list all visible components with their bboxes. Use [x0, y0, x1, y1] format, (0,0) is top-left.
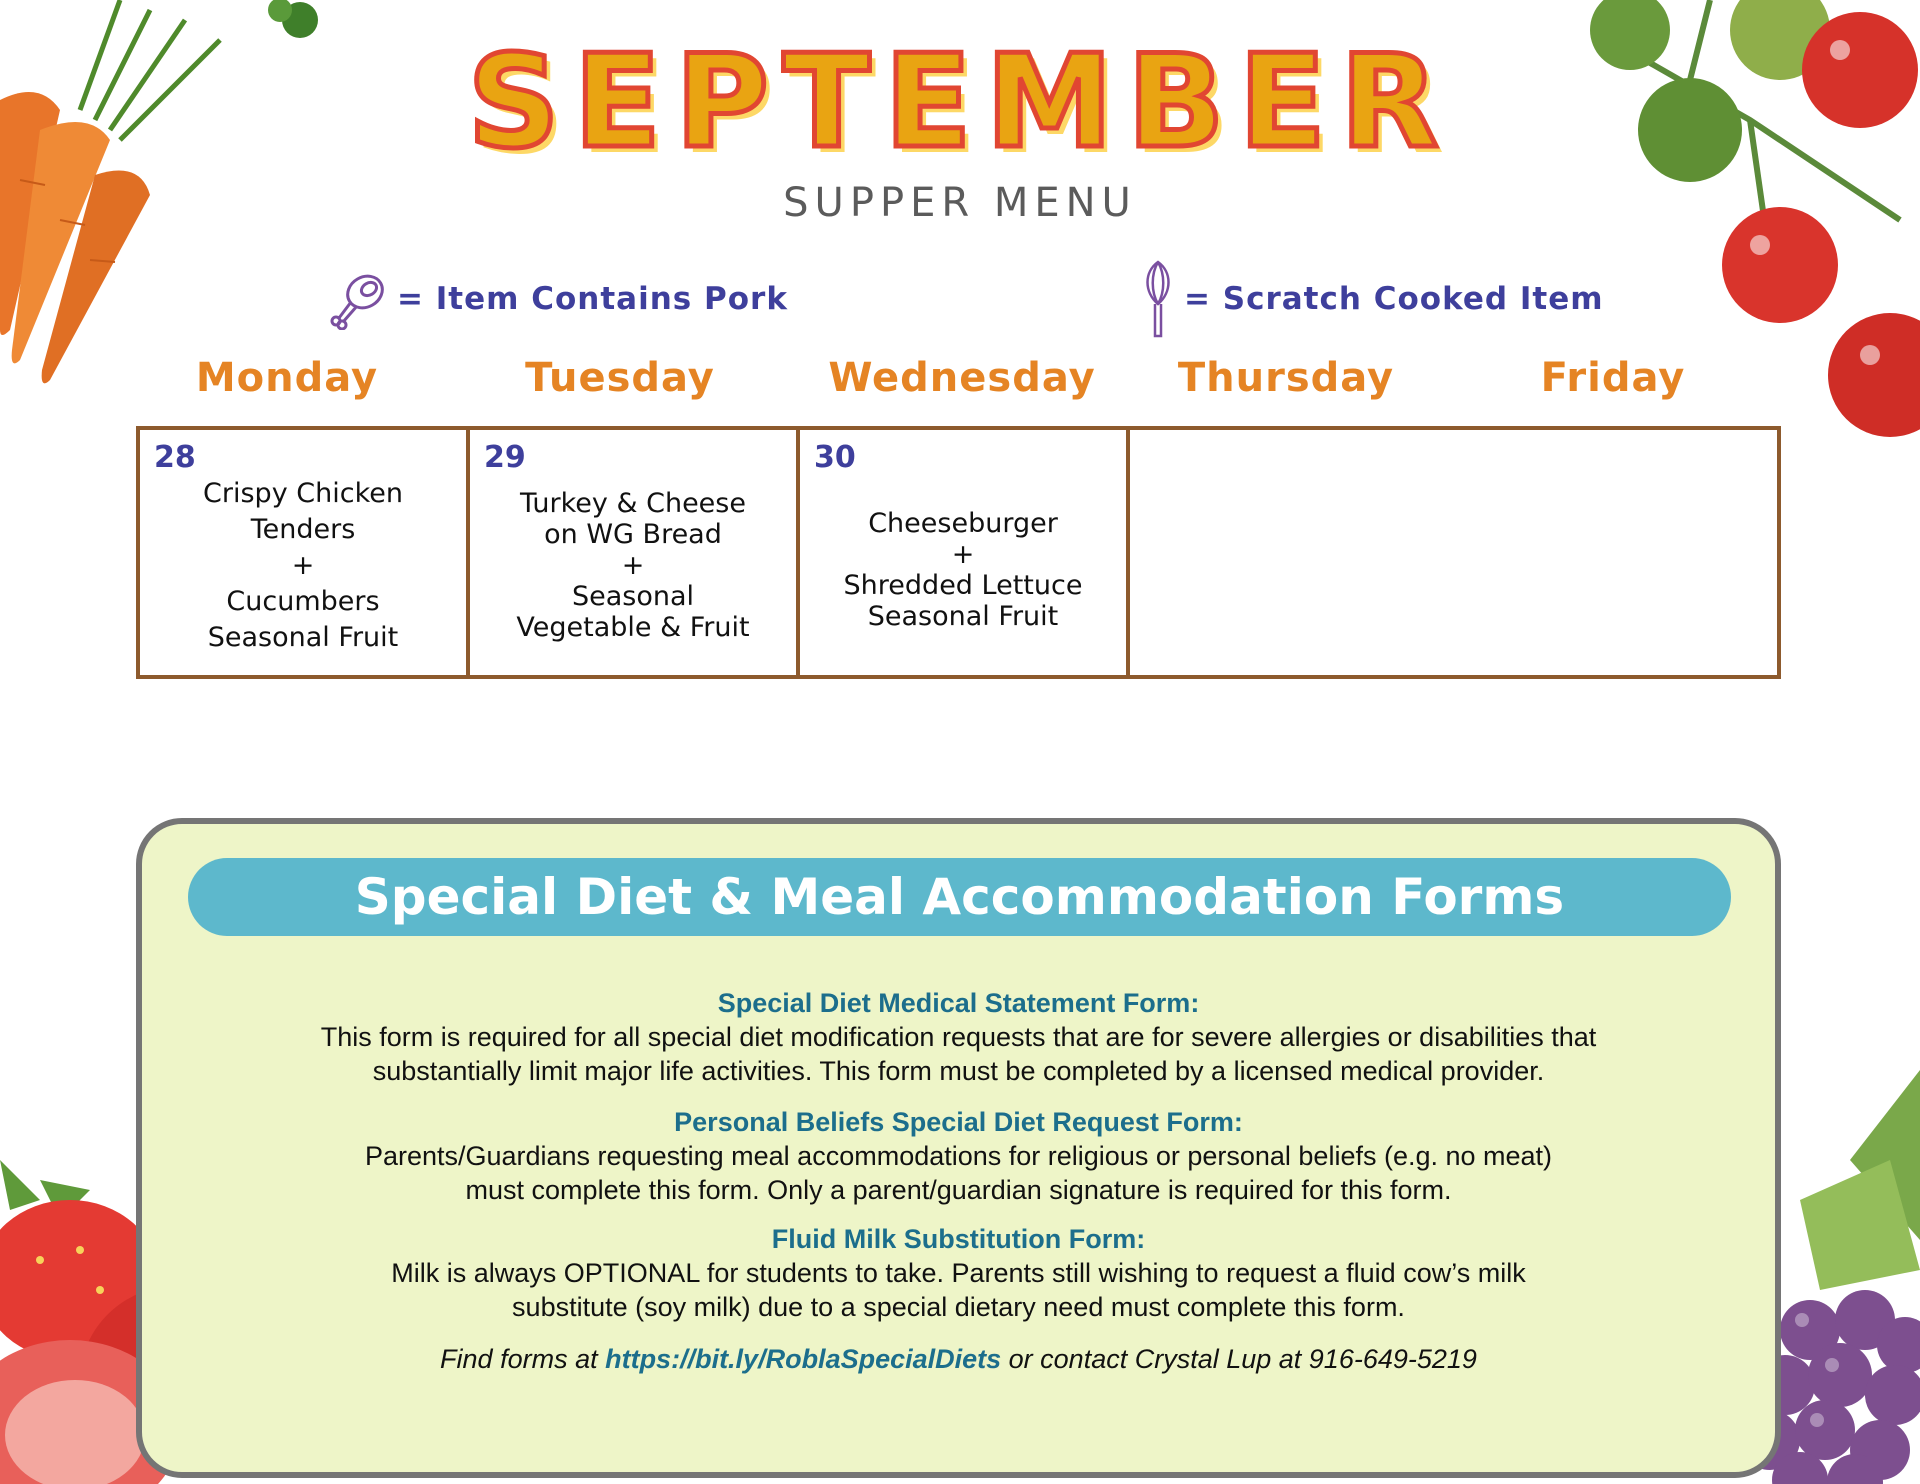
menu-line: + [291, 550, 315, 581]
milk-form-heading: Fluid Milk Substitution Form: [771, 1224, 1146, 1254]
menu-line: Crispy Chicken [203, 478, 403, 509]
page-title: SEPTEMBER [467, 28, 1453, 177]
menu-line: Tenders [250, 514, 356, 545]
find-forms-line [136, 1344, 1781, 1375]
menu-line: Seasonal Fruit [867, 601, 1059, 632]
calendar-grid [136, 426, 1781, 679]
beliefs-form-heading: Personal Beliefs Special Diet Request Form: [674, 1107, 1243, 1137]
medical-form-text: substantially limit major life activities. This form must be completed by a licensed medical provider. [372, 1056, 1545, 1086]
menu-line: Cucumbers [226, 586, 380, 617]
find-forms-prefix: Find forms at [440, 1344, 606, 1374]
legend-pork [327, 268, 788, 330]
medical-form-section [136, 986, 1781, 1088]
legend-pork-text: = Item Contains Pork [397, 281, 788, 317]
day-header-friday: Friday [1540, 355, 1686, 401]
day-header-wednesday: Wednesday [828, 355, 1096, 401]
legend-scratch-text: = Scratch Cooked Item [1184, 281, 1604, 317]
forms-link[interactable]: https://bit.ly/RoblaSpecialDiets [605, 1344, 1002, 1374]
menu-line: Turkey & Cheese [520, 488, 746, 519]
menu-line: Seasonal Fruit [207, 622, 399, 653]
page-subtitle: SUPPER MENU [783, 180, 1137, 226]
calendar-cell-tuesday [470, 430, 796, 675]
calendar-cell-monday [140, 430, 466, 675]
menu-line: Seasonal [571, 581, 695, 612]
milk-form-text: Milk is always OPTIONAL for students to take. Parents still wishing to request a fluid cow’s milk [391, 1258, 1526, 1288]
medical-form-heading: Special Diet Medical Statement Form: [717, 988, 1200, 1018]
menu-line: Vegetable & Fruit [516, 612, 750, 643]
day-header-monday: Monday [195, 355, 379, 401]
menu-line: on WG Bread [544, 519, 722, 550]
calendar-cell-wednesday [800, 430, 1126, 675]
forms-banner: Special Diet & Meal Accommodation Forms [188, 858, 1731, 936]
menu-item [140, 476, 466, 656]
menu-item [800, 508, 1126, 632]
day-number: 28 [154, 440, 196, 475]
medical-form-text: This form is required for all special diet modification requests that are for severe allergies or disabilities that [320, 1022, 1597, 1052]
day-header-thursday: Thursday [1177, 355, 1395, 401]
beliefs-form-section [136, 1105, 1781, 1207]
day-number: 29 [484, 440, 526, 475]
legend-scratch [1140, 258, 1604, 340]
menu-line: Cheeseburger [868, 508, 1058, 539]
day-number: 30 [814, 440, 856, 475]
whisk-icon [1140, 258, 1176, 340]
menu-line: + [951, 539, 975, 570]
menu-line: + [621, 550, 645, 581]
milk-form-section [136, 1222, 1781, 1324]
beliefs-form-text: Parents/Guardians requesting meal accommodations for religious or personal beliefs (e.g. no meat) [364, 1141, 1553, 1171]
beliefs-form-text: must complete this form. Only a parent/guardian signature is required for this form. [465, 1175, 1452, 1205]
calendar-cell-empty [1130, 430, 1777, 675]
find-forms-suffix: or contact Crystal Lup at 916-649-5219 [1001, 1344, 1477, 1374]
menu-item [470, 488, 796, 643]
ham-leg-icon [327, 268, 389, 330]
day-header-tuesday: Tuesday [525, 355, 715, 401]
milk-form-text: substitute (soy milk) due to a special dietary need must complete this form. [512, 1292, 1405, 1322]
menu-line: Shredded Lettuce [843, 570, 1083, 601]
